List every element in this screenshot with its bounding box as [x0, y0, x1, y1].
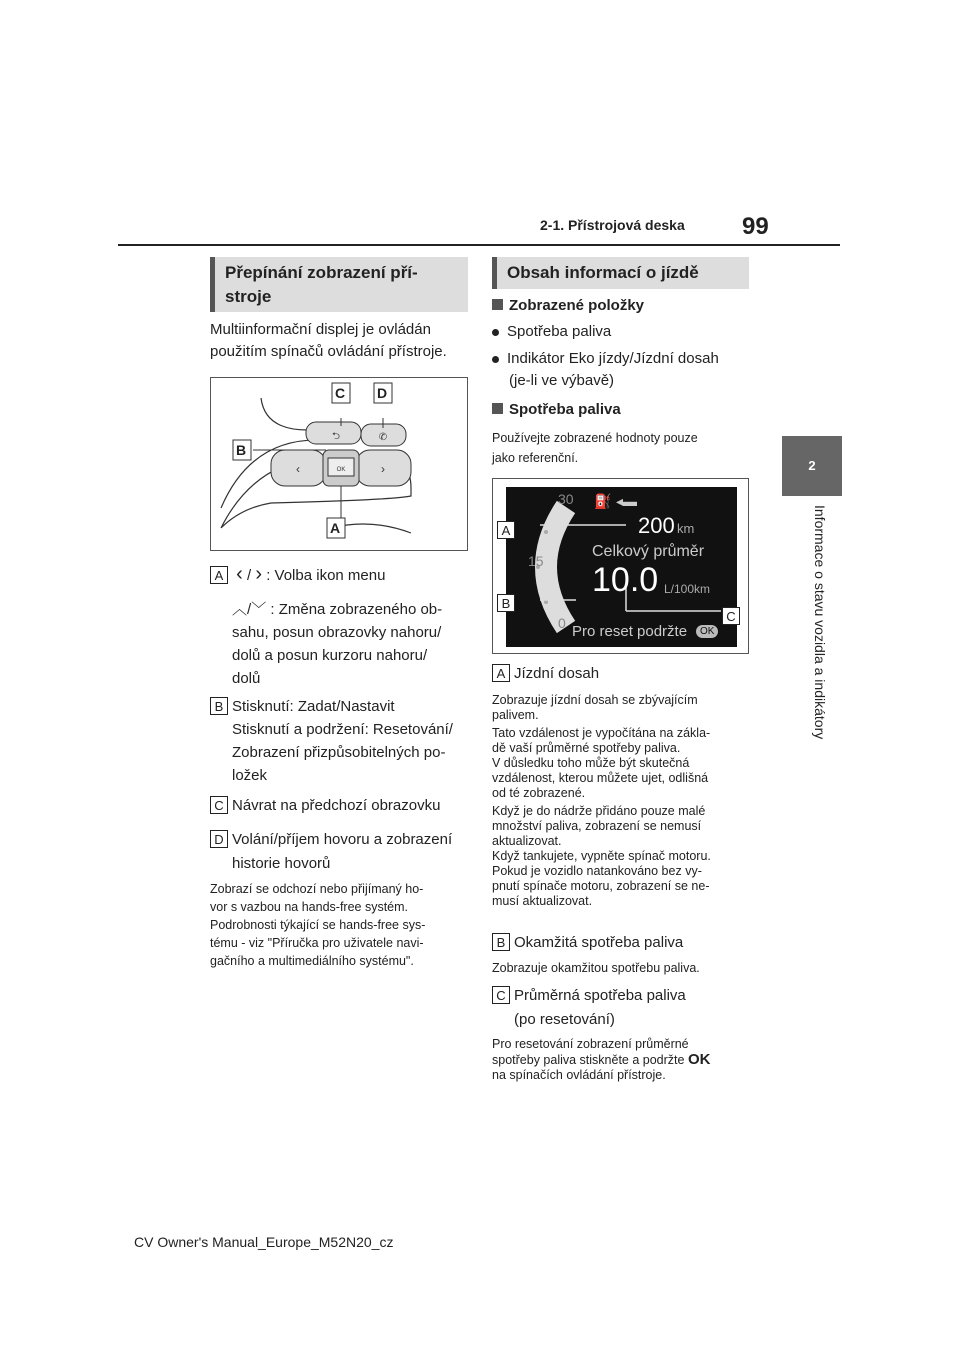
scale-mid: 15 — [528, 553, 544, 569]
figure-label-b: B — [236, 442, 247, 458]
sub-displayed-items: Zobrazené položky — [492, 295, 754, 317]
svg-text:OK: OK — [336, 467, 346, 473]
avg-unit: L/100km — [664, 582, 711, 596]
display-figure — [492, 478, 749, 654]
scale-top: 30 — [558, 491, 574, 507]
label-a: A — [210, 566, 228, 584]
tab-divider — [782, 494, 842, 496]
item-instant: B Okamžitá spotřeba paliva — [492, 932, 754, 954]
right-heading: Obsah informací o jízdě — [492, 257, 749, 289]
item-average: C Průměrná spotřeba paliva (po resetování) — [492, 985, 754, 1031]
reference-note: Používejte zobrazené hodnoty pouze jako referenční. — [492, 431, 698, 465]
instant-description: Zobrazuje okamžitou spotřebu paliva. — [492, 961, 700, 975]
item-b: B Stisknutí: Zadat/Nastavit Stisknutí a podržení: Resetování/ Zobrazení přizpůsobitelných po- ložek — [210, 696, 472, 787]
item-a: A ‹ / › : Volba ikon menu ︿/﹀ : Změna zobrazeného ob- sahu, posun obrazovky nahoru/ dolů a posun kurzoru nahoru/ dolů — [210, 563, 472, 690]
average-description: Pro resetování zobrazení průměrné spotřeby paliva stiskněte a podržte OK na spínačích ovládání přístroje. — [492, 1037, 711, 1082]
section-title: 2-1. Přístrojová deska — [540, 217, 685, 233]
left-note: Zobrazí se odchozí nebo přijímaný ho- vor s vazbou na hands-free systém. Podrobnosti týkající se hands-free sys- tému - viz "Příručka pro uživatele navi- gačního a multimediálního systému". — [210, 882, 426, 968]
range-description: Zobrazuje jízdní dosah se zbývajícím palivem. Tato vzdálenost je vypočítána na zákla- dě vaší průměrné spotřeby paliva. V důsledku toho může být skutečná vzdálenost, kterou můžete ujet, odlišná od té zobrazené. Když je do nádrže přidáno pouze malé množství paliva, zobrazení se nemusí aktualizovat. Když tankujete, vypněte spínač motoru. Pokud je vozidlo natankováno bez vy- pnutí spínače motoru, zobrazení se ne- musí aktualizovat. — [492, 693, 711, 908]
display-label-c: C — [722, 607, 740, 625]
range-value: 200 — [638, 513, 675, 538]
steering-switch-figure — [210, 377, 468, 551]
avg-value: 10.0 — [592, 561, 659, 599]
display-label-b: B — [497, 594, 515, 612]
svg-text:‹: ‹ — [296, 462, 300, 476]
avg-label: Celkový průměr — [592, 543, 705, 560]
car-icon: ◂▬ — [616, 493, 638, 509]
sub-fuel: Spotřeba paliva — [492, 399, 754, 421]
chevron-left-icon: ‹ — [236, 563, 243, 585]
header-rule — [118, 244, 840, 246]
display-label-a: A — [497, 521, 515, 539]
footer: CV Owner's Manual_Europe_M52N20_cz — [134, 1234, 394, 1250]
chapter-number: 2 — [808, 457, 816, 473]
item-range: A Jízdní dosah — [492, 663, 754, 685]
svg-text:›: › — [381, 462, 385, 476]
item-d: D Volání/příjem hovoru a zobrazení historie hovorů — [210, 829, 472, 875]
chapter-side-title: Informace o stavu vozidla a indikátory — [812, 505, 828, 740]
bullet-eco: Indikátor Eko jízdy/Jízdní dosah (je-li ve výbavě) — [492, 348, 757, 392]
ok-badge: OK — [696, 625, 718, 638]
left-intro: Multiinformační displej je ovládán použitím spínačů ovládání přístroje. — [210, 321, 447, 360]
item-c: C Návrat na předchozí obrazovku — [210, 795, 472, 817]
figure-label-a: A — [330, 520, 341, 536]
left-heading: Přepínání zobrazení pří- stroje — [210, 257, 468, 312]
page-number: 99 — [742, 213, 769, 240]
reset-text: Pro reset podržte — [572, 623, 688, 640]
chapter-tab — [782, 436, 842, 494]
multi-info-display — [506, 487, 737, 647]
bullet-fuel: Spotřeba paliva — [492, 321, 754, 343]
chevron-up-icon: ︿ — [232, 601, 248, 618]
range-unit: km — [677, 521, 695, 536]
figure-label-c: C — [335, 385, 346, 401]
figure-label-d: D — [377, 385, 388, 401]
scale-bottom: 0 — [558, 615, 566, 631]
chevron-down-icon: ﹀ — [251, 601, 267, 618]
svg-text:✆: ✆ — [378, 432, 388, 443]
fuel-pump-icon: ⛽ — [594, 493, 612, 509]
chevron-right-icon: › — [255, 563, 263, 585]
ok-button-symbol: OK — [687, 1051, 711, 1068]
svg-text:⮌: ⮌ — [331, 431, 341, 442]
